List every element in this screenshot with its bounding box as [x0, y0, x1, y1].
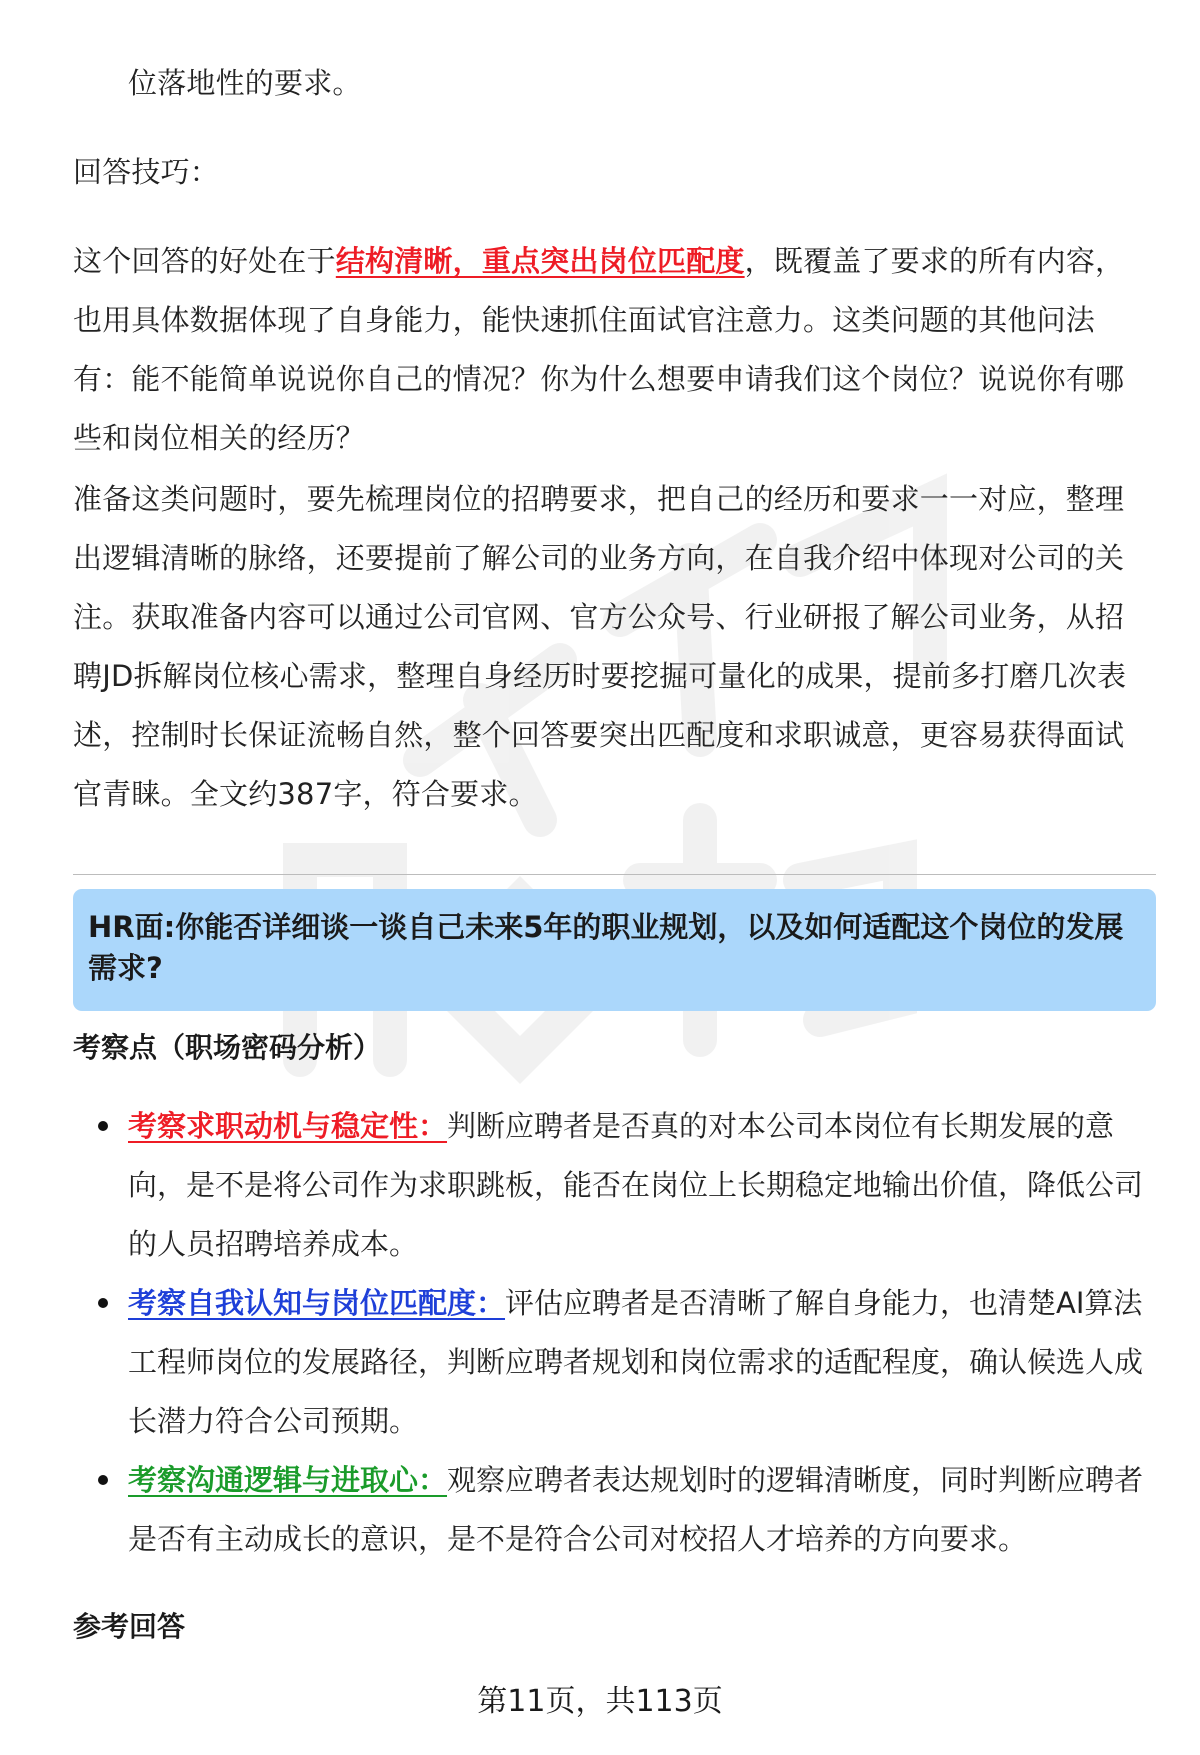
assessment-key-communication: 考察沟通逻辑与进取心：	[128, 1463, 448, 1497]
section-divider	[73, 874, 1156, 875]
list-item	[128, 1097, 1153, 1274]
skills-paragraph-start: 这个回答的好处在于	[73, 244, 336, 278]
skills-paragraph	[73, 232, 1153, 468]
skills-paragraph-rest: ，既覆盖了要求的所有内容，也用具体数据体现了自身能力，能快速抓住面试官注意力。这类问题的其他问法有：能不能简单说说你自己的情况？你为什么想要申请我们这个岗位？说说你有哪些和岗位相关的经历？	[73, 244, 1125, 455]
assessment-key-self-awareness: 考察自我认知与岗位匹配度：	[128, 1286, 506, 1320]
assessment-key-motivation: 考察求职动机与稳定性：	[128, 1109, 448, 1143]
bullet-icon	[98, 1475, 108, 1485]
assessment-desc: 判断应聘者是否真的对本公司本岗位有长期发展的意向，是不是将公司作为求职跳板，能否在岗位上长期稳定地输出价值，降低公司的人员招聘培养成本。	[128, 1109, 1144, 1261]
assessment-heading: 考察点（职场密码分析）	[73, 1031, 382, 1064]
bullet-icon	[98, 1298, 108, 1308]
bullet-icon	[98, 1121, 108, 1131]
continuation-text: 位落地性的要求。	[128, 66, 362, 100]
reference-heading: 参考回答	[73, 1610, 186, 1643]
preparation-paragraph: 准备这类问题时，要先梳理岗位的招聘要求，把自己的经历和要求一一对应，整理出逻辑清晰的脉络，还要提前了解公司的业务方向，在自我介绍中体现对公司的关注。获取准备内容可以通过公司官网、官方公众号、行业研报了解公司业务，从招聘JD拆解岗位核心需求，整理自身经历时要挖掘可量化的成果，提前多打磨几次表述，控制时长保证流畅自然，整个回答要突出匹配度和求职诚意，更容易获得面试官青睐。全文约387字，符合要求。	[73, 482, 1127, 811]
question-text: HR面:你能否详细谈一谈自己未来5年的职业规划，以及如何适配这个岗位的发展需求?	[88, 910, 1124, 985]
assessment-desc: 评估应聘者是否清晰了解自身能力，也清楚AI算法工程师岗位的发展路径，判断应聘者规划和岗位需求的适配程度，确认候选人成长潜力符合公司预期。	[128, 1286, 1144, 1438]
question-box	[73, 889, 1156, 1011]
list-item	[128, 1274, 1153, 1451]
list-item	[128, 1451, 1153, 1569]
assessment-desc: 观察应聘者表达规划时的逻辑清晰度，同时判断应聘者是否有主动成长的意识，是不是符合公司对校招人才培养的方向要求。	[128, 1463, 1144, 1556]
page-number: 第11页，共113页	[477, 1684, 723, 1719]
skills-label: 回答技巧：	[73, 155, 220, 189]
assessment-list	[128, 1097, 1153, 1569]
highlight-structure-clear: 结构清晰，重点突出岗位匹配度	[335, 244, 745, 278]
